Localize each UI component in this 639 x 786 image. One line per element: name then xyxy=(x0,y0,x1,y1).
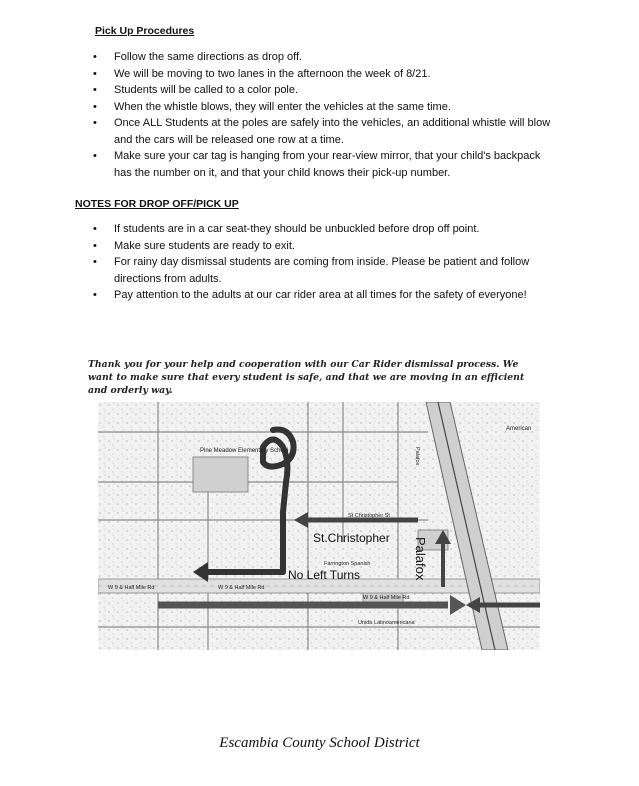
map-label-church: St.Christopher xyxy=(313,531,390,545)
bullet-icon: • xyxy=(93,117,97,129)
pickup-list xyxy=(90,49,560,181)
list-item: • When the whistle blows, they will enter the vehicles at the same time. xyxy=(90,99,560,116)
bullet-icon: • xyxy=(93,84,97,96)
list-item: • We will be moving to two lanes in the afternoon the week of 8/21. xyxy=(90,66,560,83)
map-label-handwritten-highway: Palafox xyxy=(413,537,428,581)
bullet-icon: • xyxy=(93,150,97,162)
map-label-american: American xyxy=(506,426,532,432)
map-label-road: W 9 & Half Mile Rd xyxy=(218,585,265,591)
list-item: • Follow the same directions as drop off. xyxy=(90,49,560,66)
bullet-icon: • xyxy=(93,51,97,63)
map-label-church-2: Unida Latinoamericana xyxy=(358,620,415,626)
bullet-icon: • xyxy=(93,223,97,235)
map-label-street: St Christopher St xyxy=(348,513,390,519)
bullet-icon: • xyxy=(93,256,97,268)
list-item: • Make sure your car tag is hanging from your rear-view mirror, that your child's backpack has the number on it, and that your child knows their pick-up number. xyxy=(93,150,541,179)
car-rider-map xyxy=(98,402,540,650)
map-label-school: Pine Meadow Elementary School xyxy=(200,448,289,454)
thank-you-note: Thank you for your help and cooperation with our Car Rider dismissal process. We want to make sure that every student is safe, and that we are moving in an efficient and orderly way. xyxy=(88,359,525,396)
list-item: • Pay attention to the adults at our car rider area at all times for the safety of everyone! xyxy=(90,287,560,304)
bullet-icon: • xyxy=(93,100,97,113)
bullet-icon: • xyxy=(93,289,97,301)
list-item: • Once ALL Students at the poles are safely into the vehicles, an additional whistle will blow and the cars will be released one row at a time. xyxy=(93,117,551,146)
pickup-heading: Pick Up Procedures xyxy=(95,25,195,37)
map-label-school-2: Farrington Spanish xyxy=(324,561,371,567)
footer-district: Escambia County School District xyxy=(219,735,420,751)
map-label-no-left: No Left Turns xyxy=(288,568,361,582)
notes-heading: NOTES FOR DROP OFF/PICK UP xyxy=(75,198,239,210)
map-label-road: W 9 & Half Mile Rd xyxy=(108,585,155,591)
list-item: • Make sure students are ready to exit. xyxy=(90,238,560,255)
list-item: • Students will be called to a color pole. xyxy=(90,82,560,99)
map-label-highway: Palafox xyxy=(414,447,420,466)
bullet-icon: • xyxy=(93,239,97,252)
notes-list xyxy=(90,221,560,304)
list-item: • If students are in a car seat-they should be unbuckled before drop off point. xyxy=(90,221,560,238)
bullet-icon: • xyxy=(93,67,97,80)
map-label-road: W 9 & Half Mile Rd xyxy=(363,595,410,601)
list-item: • For rainy day dismissal students are coming from inside. Please be patient and follow directions from adults. xyxy=(93,256,530,285)
